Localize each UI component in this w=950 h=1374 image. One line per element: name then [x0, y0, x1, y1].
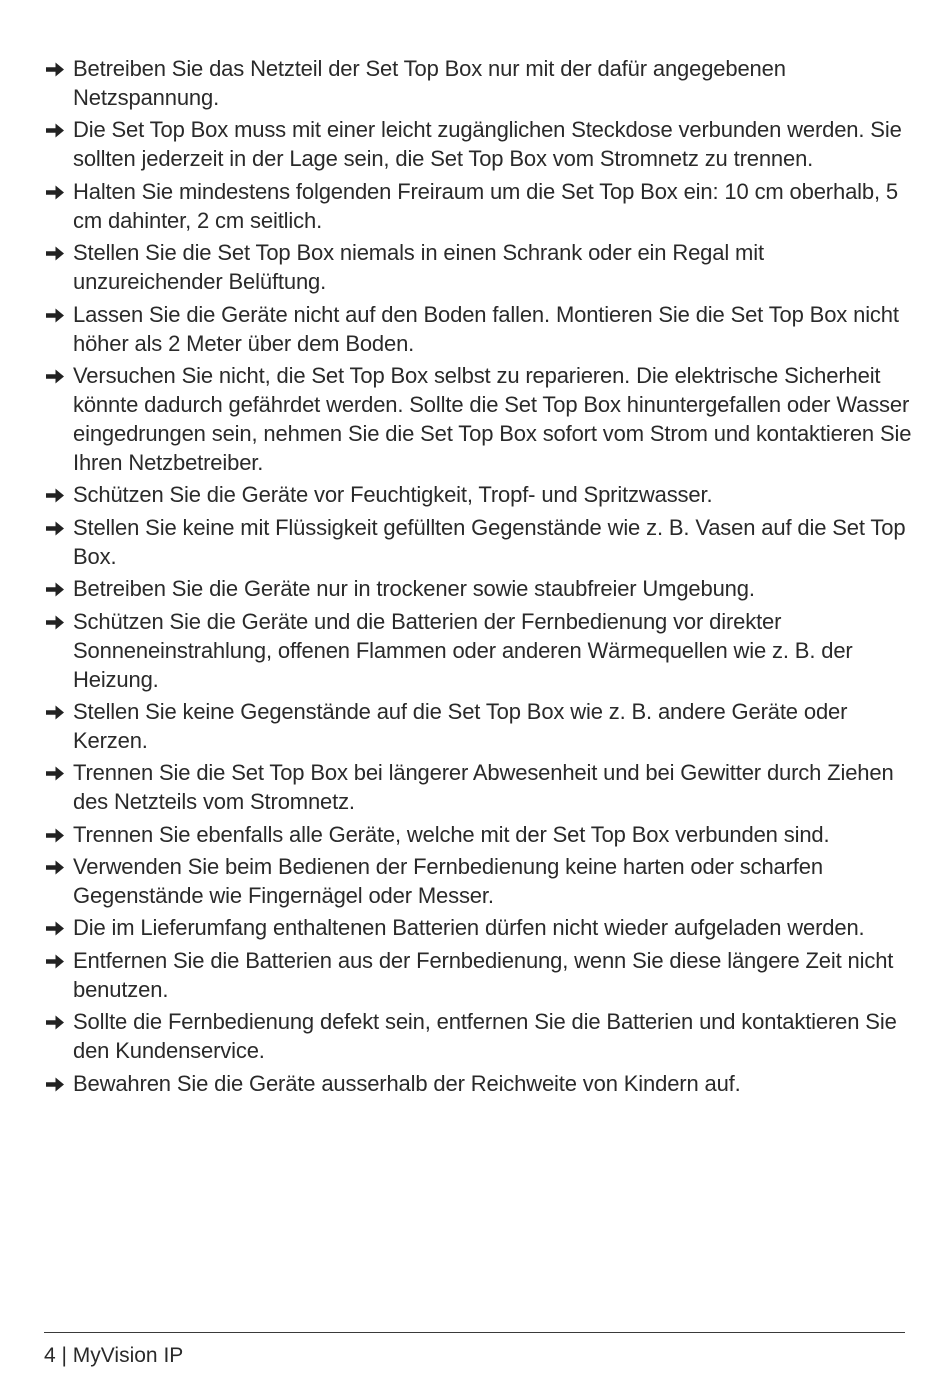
list-item-text: Trennen Sie die Set Top Box bei längerer Abwesenheit und bei Gewitter durch Ziehen des Netzteils vom Stromnetz.	[73, 760, 894, 815]
list-item	[44, 697, 914, 755]
footer-divider	[44, 1332, 905, 1333]
list-item-text: Betreiben Sie das Netzteil der Set Top Box nur mit der dafür angegebenen Netzspannung.	[73, 56, 786, 110]
arrow-right-icon	[45, 953, 65, 970]
list-item	[44, 574, 914, 603]
list-item-text: Bewahren Sie die Geräte ausserhalb der Reichweite von Kindern auf.	[73, 1070, 741, 1096]
list-item-text: Stellen Sie keine mit Flüssigkeit gefüllten Gegenstände wie z. B. Vasen auf die Set Top Box.	[73, 514, 906, 569]
arrow-right-icon	[45, 61, 65, 78]
list-item	[44, 758, 914, 816]
page-footer	[44, 1332, 905, 1369]
list-item	[44, 177, 914, 235]
list-item-text: Halten Sie mindestens folgenden Freiraum um die Set Top Box ein: 10 cm oberhalb, 5 cm dahinter, 2 cm seitlich.	[73, 178, 898, 233]
arrow-right-icon	[45, 827, 65, 844]
safety-instructions	[44, 54, 914, 1101]
arrow-right-icon	[45, 245, 65, 262]
list-item	[44, 513, 914, 571]
arrow-right-icon	[45, 1014, 65, 1031]
list-item	[44, 480, 914, 509]
list-item	[44, 946, 914, 1004]
arrow-right-icon	[45, 765, 65, 782]
arrow-right-icon	[45, 184, 65, 201]
arrow-right-icon	[45, 859, 65, 876]
safety-bullet-list	[44, 54, 914, 1098]
list-item-text: Trennen Sie ebenfalls alle Geräte, welche mit der Set Top Box verbunden sind.	[73, 821, 830, 847]
list-item	[44, 300, 914, 358]
list-item-text: Verwenden Sie beim Bedienen der Fernbedienung keine harten oder scharfen Gegenstände wie Fingernägel oder Messer.	[73, 854, 823, 909]
arrow-right-icon	[45, 614, 65, 631]
arrow-right-icon	[45, 487, 65, 504]
list-item	[44, 820, 914, 849]
list-item	[44, 238, 914, 296]
list-item	[44, 1069, 914, 1098]
list-item-text: Entfernen Sie die Batterien aus der Fernbedienung, wenn Sie diese längere Zeit nicht benutzen.	[73, 947, 894, 1002]
list-item	[44, 913, 914, 942]
list-item-text: Lassen Sie die Geräte nicht auf den Boden fallen. Montieren Sie die Set Top Box nicht höher als 2 Meter über dem Boden.	[73, 301, 899, 356]
arrow-right-icon	[45, 1076, 65, 1093]
list-item-text: Die Set Top Box muss mit einer leicht zugänglichen Steckdose verbunden werden. Sie sollten jederzeit in der Lage sein, die Set Top Box vom Stromnetz zu trennen.	[73, 117, 902, 172]
list-item-text: Betreiben Sie die Geräte nur in trockener sowie staubfreier Umgebung.	[73, 576, 755, 602]
list-item	[44, 115, 914, 173]
list-item-text: Stellen Sie keine Gegenstände auf die Set Top Box wie z. B. andere Geräte oder Kerzen.	[73, 698, 848, 753]
list-item	[44, 852, 914, 910]
list-item-text: Stellen Sie die Set Top Box niemals in einen Schrank oder ein Regal mit unzureichender Belüftung.	[73, 240, 764, 295]
page-number-label: 4 | MyVision IP	[44, 1344, 184, 1367]
list-item	[44, 361, 914, 477]
arrow-right-icon	[45, 520, 65, 537]
arrow-right-icon	[45, 122, 65, 139]
arrow-right-icon	[45, 920, 65, 937]
list-item	[44, 1007, 914, 1065]
list-item-text: Schützen Sie die Geräte vor Feuchtigkeit, Tropf- und Spritzwasser.	[73, 482, 713, 508]
arrow-right-icon	[45, 368, 65, 385]
list-item	[44, 54, 914, 112]
list-item-text: Sollte die Fernbedienung defekt sein, entfernen Sie die Batterien und kontaktieren Sie den Kundenservice.	[73, 1009, 897, 1064]
list-item	[44, 607, 914, 694]
list-item-text: Versuchen Sie nicht, die Set Top Box selbst zu reparieren. Die elektrische Sicherheit könnte dadurch gefährdet werden. Sollte die Set Top Box hinuntergefallen oder Wasser eingedrungen sein, nehmen Sie die Set Top Box sofort vom Strom und kontaktieren Sie Ihren Netzbetreiber.	[73, 362, 912, 475]
list-item-text: Schützen Sie die Geräte und die Batterien der Fernbedienung vor direkter Sonneneinstrahlung, offenen Flammen oder anderen Wärmequellen wie z. B. der Heizung.	[73, 608, 853, 692]
list-item-text: Die im Lieferumfang enthaltenen Batterien dürfen nicht wieder aufgeladen werden.	[73, 915, 865, 941]
arrow-right-icon	[45, 307, 65, 324]
arrow-right-icon	[45, 704, 65, 721]
arrow-right-icon	[45, 581, 65, 598]
